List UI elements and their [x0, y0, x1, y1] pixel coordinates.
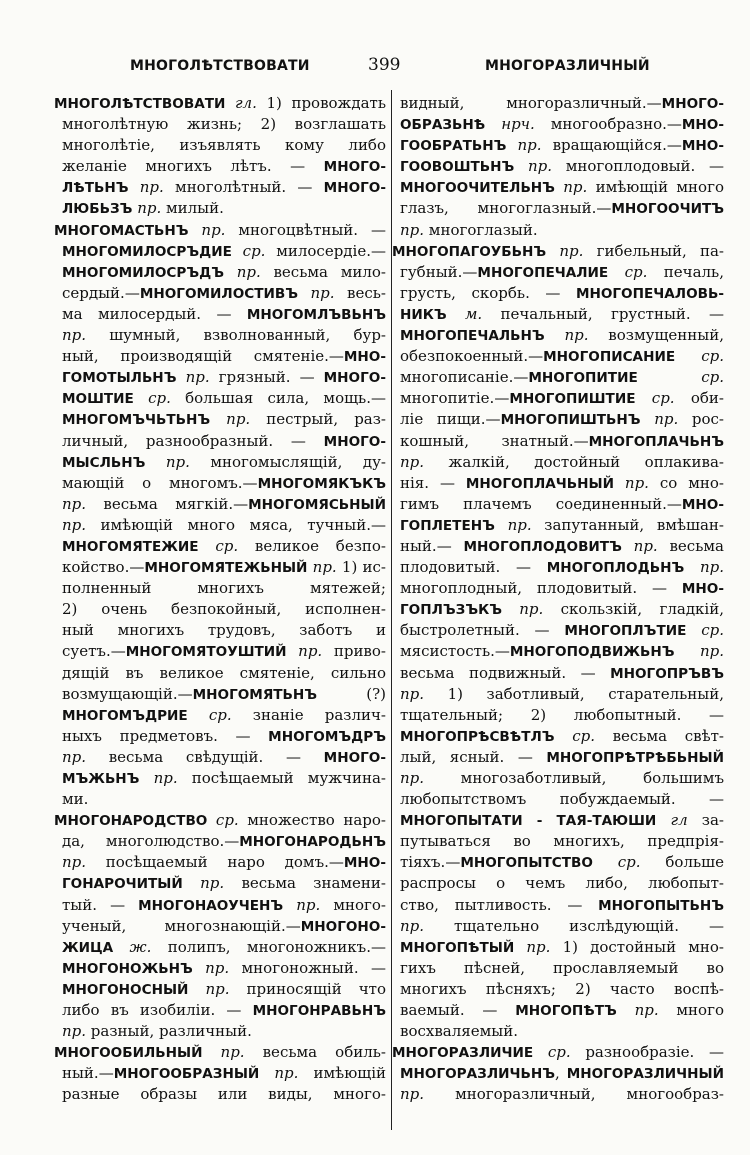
grammar-label: гл [670, 811, 688, 830]
headword: МНОГОНАРОДЬНЪ [239, 834, 386, 851]
headword: МНОГОПИСАНИЕ [543, 349, 676, 366]
grammar-label: ср. [701, 347, 724, 366]
text-line: многоплодный, плодовитый. — МНО- [400, 579, 724, 598]
grammar-label: ср. [215, 811, 239, 830]
headword: ЛЮБЬЗЪ [62, 201, 133, 218]
grammar-label: пр. [624, 473, 649, 492]
headword: МНОГОПЫТАТИ - ТАЯ-ТАЮШИ [400, 813, 657, 830]
page-number: 399 [368, 55, 401, 75]
text-line: пр. имѣющій много мяса, тучный.— [62, 515, 386, 534]
text-line: восхваляемый. [400, 1022, 518, 1041]
grammar-label: пр. [400, 452, 425, 471]
text-line: любопытствомъ побуждаемый. — [400, 790, 724, 809]
grammar-label: ср. [572, 726, 595, 745]
grammar-label: пр. [400, 220, 425, 239]
headword: МНОГОМИЛОСРЪДЪ [62, 264, 225, 281]
text-line: весьма подвижный. — МНОГОПРЪВЪ [400, 663, 724, 682]
text-line: возмущающій.—МНОГОМЯТЬНЪ (?) [62, 684, 386, 703]
headword: МНОГОПЛАЧЬНЪ [588, 433, 724, 450]
text-line: МНОГООБИЛЬНЫЙ пр. весьма обиль- [54, 1043, 386, 1062]
text-line: МНОГОНАРОДСТВО ср. множество наро- [54, 811, 386, 830]
headword: МНОГОМЪДРИЕ [62, 707, 188, 724]
headword: МНОГОМИЛОСТИВЪ [139, 285, 299, 302]
text-line: нія. — МНОГОПЛАЧЬНЫЙ пр. со мно- [400, 473, 724, 492]
text-line: ство, пытливость. — МНОГОПЫТЬНЪ [400, 895, 724, 914]
text-line: многолѣтную жизнь; 2) возглашать [62, 115, 386, 134]
headword: МНОГОПАГОУБЬНЪ [392, 243, 547, 260]
text-line: МНОГОМЪЧЬТЬНЪ пр. пестрый, раз- [62, 410, 386, 429]
grammar-label: пр. [62, 515, 87, 534]
text-line: ЖИЦА ж. полипъ, многоножникъ.— [62, 937, 386, 956]
headword: МЫСЛЬНЪ [62, 454, 146, 471]
text-line: разные образы или виды, много- [62, 1085, 386, 1104]
text-line: гимъ плачемъ соединенный.—МНО- [400, 494, 724, 513]
grammar-label: пр. [633, 536, 658, 555]
headword: МНОГОМЪДРЪ [268, 728, 386, 745]
text-line: МНОГОМИЛОСРЪДЪ пр. весьма мило- [62, 262, 386, 281]
grammar-label: пр. [62, 494, 87, 513]
headword: МНОГООЧИТЕЛЬНЪ [400, 180, 555, 197]
headword: МНОГО- [323, 159, 386, 176]
text-line: распросы о чемъ либо, любопыт- [400, 874, 724, 893]
grammar-label: пр. [62, 853, 87, 872]
grammar-label: ср. [208, 705, 232, 724]
text-line: губный.—МНОГОПЕЧАЛИЕ ср. печаль, [400, 262, 724, 281]
text-line: МЪЖЬНЪ пр. посѣщаемый мужчина- [62, 769, 386, 787]
grammar-label: пр. [699, 642, 724, 661]
headword: МНО- [681, 117, 724, 134]
headword: МНОГО- [323, 370, 386, 387]
headword: ГООБРАТЬНЪ [400, 138, 507, 155]
headword: МНОГО- [323, 749, 386, 766]
headword: МНОГОЛѢТСТВОВАТИ [54, 96, 226, 112]
grammar-label: пр. [563, 178, 588, 197]
grammar-label: гл. [234, 94, 257, 112]
headword: МОШТИЕ [62, 391, 134, 408]
text-line: гихъ пѣсней, прославляемый во [400, 958, 724, 977]
text-line: пр. разный, различный. [62, 1022, 252, 1041]
text-line: ученый, многознающій.—МНОГОНО- [62, 916, 386, 935]
text-line: лый, ясный. — МНОГОПРѢТРѢБЬНЫЙ [400, 747, 724, 766]
text-line: тый. — МНОГОНАОУЧЕНЪ пр. много- [62, 895, 386, 914]
grammar-label: ср. [547, 1043, 571, 1062]
headword: МНОГОПЛЪТИЕ [564, 623, 687, 640]
headword: МНОГОПОДВИЖЬНЪ [509, 644, 675, 661]
text-line: ГОПЛЪЗЪКЪ пр. скользкій, гладкій, [400, 600, 724, 619]
text-line: МНОГОНОЖЬНЪ пр. многоножный. — [62, 958, 386, 977]
running-head [60, 55, 700, 84]
grammar-label: пр. [220, 1043, 245, 1062]
grammar-label: ж. [129, 937, 152, 956]
headword: МНОГОПЛОДЬНЪ [546, 560, 685, 577]
text-line: желаніе многихъ лѣтъ. — МНОГО- [62, 157, 386, 176]
text-line: МНОГОПЕЧАЛЬНЪ пр. возмущенный, [400, 326, 724, 345]
grammar-label: пр. [507, 515, 532, 534]
text-line: МНОГООЧИТЕЛЬНЪ пр. имѣющій много [400, 178, 724, 197]
text-line: МНОГОМИЛОСРЪДИЕ ср. милосердіе.— [62, 241, 386, 260]
grammar-label: пр. [400, 769, 425, 787]
text-line: многолѣтіе, изъявлять кому либо [62, 136, 386, 155]
grammar-label: пр. [654, 410, 679, 429]
text-line: сердый.—МНОГОМИЛОСТИВЪ пр. весь- [62, 283, 386, 302]
headword: МНОГОПРЪВЪ [610, 665, 724, 682]
grammar-label: ср. [701, 368, 724, 387]
headword: МНОГОМАСТЬНЪ [54, 222, 189, 239]
headword: МНОГОМЯТЕЖЬНЫЙ [144, 560, 308, 577]
grammar-label: пр. [526, 937, 551, 956]
headword: МНОГОНАОУЧЕНЪ [138, 897, 284, 914]
headword: ЛѢТЬНЪ [62, 180, 129, 197]
text-line: ныхъ предметовъ. — МНОГОМЪДРЪ [62, 726, 386, 745]
grammar-label: м. [464, 304, 483, 323]
text-line: многописаніе.—МНОГОПИТИЕ ср. [400, 368, 724, 387]
text-line: МОШТИЕ ср. большая сила, мощь.— [62, 389, 386, 408]
headword: МНОГОМЯТОУШТИЙ [125, 644, 287, 661]
grammar-label: пр. [527, 157, 553, 176]
text-line: либо въ изобиліи. — МНОГОНРАВЬНЪ [62, 1001, 386, 1020]
headword: ГОМОТЫЛЬНЪ [62, 370, 177, 387]
text-line: ный.— МНОГОПЛОДОВИТЪ пр. весьма [400, 536, 724, 555]
text-line: ГОНАРОЧИТЫЙ пр. весьма знамени- [62, 874, 386, 893]
text-line: МНОГОПАГОУБЬНЪ пр. гибельный, па- [392, 241, 724, 260]
headword: МНОГОПѢТЫЙ [400, 939, 515, 956]
grammar-label: пр. [517, 136, 542, 155]
grammar-label: пр. [519, 600, 544, 619]
grammar-label: пр. [634, 1001, 659, 1020]
headword: ГОНАРОЧИТЫЙ [62, 876, 183, 893]
text-line: дящій въ великое смятеніе, сильно [62, 663, 386, 682]
running-head-left: МНОГОЛѢТСТВОВАТИ [130, 58, 310, 74]
headword: ГООВОШТЬНЪ [400, 159, 515, 176]
right-column [392, 93, 724, 1106]
text-line: НИКЪ м. печальный, грустный. — [400, 304, 724, 323]
text-line: ГООВОШТЬНЪ пр. многоплодовый. — [400, 157, 724, 176]
headword: МНОГОПЫТСТВО [460, 855, 593, 872]
text-line: мающій о многомъ.—МНОГОМЯКЪКЪ [62, 473, 386, 492]
grammar-label: пр. [296, 895, 321, 914]
text-line: путываться во многихъ, предпрія- [400, 832, 724, 851]
headword: МНОГОПИШТЬНЪ [500, 412, 641, 429]
text-line: МНОГОПѢТЫЙ пр. 1) достойный мно- [400, 937, 724, 956]
text-line: МНОГОМЯТЕЖИЕ ср. великое безпо- [62, 536, 386, 555]
text-line: да, многолюдство.—МНОГОНАРОДЬНЪ [62, 832, 386, 851]
text-line: МЫСЛЬНЪ пр. многомыслящій, ду- [62, 452, 386, 471]
grammar-label: пр. [62, 1022, 87, 1041]
text-line: ми. [62, 790, 89, 809]
text-line: МНОГОРАЗЛИЧЬНЪ, МНОГОРАЗЛИЧНЫЙ [400, 1064, 724, 1083]
headword: МНОГОМЛЪВЬНЪ [246, 306, 386, 323]
text-line: ваемый. — МНОГОПѢТЪ пр. много [400, 1001, 724, 1020]
text-line: ГОПЛЕТЕНЪ пр. запутанный, вмѣшан- [400, 515, 724, 534]
grammar-label: пр. [139, 178, 164, 197]
text-line: ный, производящій смятеніе.—МНО- [62, 347, 386, 366]
text-line: пр. весьма мягкій.—МНОГОМЯСЬНЫЙ [62, 494, 386, 513]
grammar-label: ср. [651, 389, 675, 408]
text-line: пр. шумный, взволнованный, бур- [62, 326, 386, 345]
grammar-label: пр. [564, 326, 589, 345]
text-line: МНОГОПЫТАТИ - ТАЯ-ТАЮШИ гл за- [400, 811, 724, 830]
text-line: пр. многозаботливый, большимъ [400, 769, 724, 787]
text-line: кошный, знатный.—МНОГОПЛАЧЬНЪ [400, 431, 724, 450]
grammar-label: пр. [200, 874, 225, 893]
left-column [54, 93, 386, 1106]
grammar-label: пр. [205, 958, 230, 977]
grammar-label: пр. [226, 410, 251, 429]
headword: ОБРАЗЬНѢ [400, 117, 486, 134]
headword: МНОГООБИЛЬНЫЙ [54, 1045, 203, 1062]
grammar-label: пр. [201, 220, 226, 239]
text-line: ный.—МНОГООБРАЗНЫЙ пр. имѣющій [62, 1064, 386, 1083]
text-line: быстролетный. — МНОГОПЛЪТИЕ ср. [400, 621, 724, 640]
headword: МНОГО- [323, 180, 386, 197]
grammar-label: ср. [148, 389, 171, 408]
text-line: пр. 1) заботливый, старательный, [400, 684, 724, 703]
headword: МНОГОПИШТИЕ [509, 391, 636, 408]
headword: МНО- [681, 581, 724, 598]
text-line: грусть, скорбь. — МНОГОПЕЧАЛОВЬ- [400, 283, 724, 302]
headword: МЪЖЬНЪ [62, 771, 140, 787]
headword: МНОГООЧИТЪ [611, 201, 724, 218]
headword: МНОГО- [661, 96, 724, 112]
headword: ГОПЛЪЗЪКЪ [400, 602, 502, 619]
headword: МНОГОМИЛОСРЪДИЕ [62, 243, 232, 260]
grammar-label: пр. [236, 262, 261, 281]
text-line: МНОГОНОСНЫЙ пр. приносящій что [62, 979, 386, 998]
grammar-label: ср. [242, 241, 266, 260]
grammar-label: пр. [137, 199, 162, 218]
text-line: пр. многоглазый. [400, 220, 538, 239]
text-line: личный, разнообразный. — МНОГО- [62, 431, 386, 450]
grammar-label: ср. [215, 536, 239, 555]
text-line: МНОГОМАСТЬНЪ пр. многоцвѣтный. — [54, 220, 386, 239]
headword: МНОГОРАЗЛИЧЬНЪ [400, 1066, 555, 1083]
headword: МНОГОПЫТЬНЪ [598, 897, 724, 914]
headword: МНОГОПЛОДОВИТЪ [463, 538, 622, 555]
grammar-label: пр. [699, 558, 724, 577]
headword: МНОГОМЯСЬНЫЙ [248, 496, 386, 513]
grammar-label: ср. [617, 853, 641, 872]
headword: МНОГОНОСНЫЙ [62, 981, 189, 998]
grammar-label: пр. [312, 558, 337, 577]
text-line: полненный многихъ мятежей; [62, 579, 386, 598]
running-head-right: МНОГОРАЗЛИЧНЫЙ [485, 58, 650, 74]
grammar-label: пр. [400, 684, 425, 703]
headword: МНОГОПИТИЕ [528, 370, 638, 387]
headword: МНОГОПЕЧАЛИЕ [477, 264, 609, 281]
text-line: МНОГОПРѢСВѢТЛЪ ср. весьма свѣт- [400, 726, 724, 745]
text-line: ліе пищи.—МНОГОПИШТЬНЪ пр. рос- [400, 410, 724, 429]
headword: МНОГО- [323, 433, 386, 450]
headword: МНОГОПѢТЪ [515, 1003, 617, 1020]
text-line: видный, многоразличный.—МНОГО- [400, 94, 724, 112]
headword: МНОГОПЕЧАЛОВЬ- [575, 285, 724, 302]
grammar-label: пр. [274, 1064, 299, 1083]
headword: МНОГОПЛАЧЬНЫЙ [465, 475, 614, 492]
text-line: МНОГОМЪДРИЕ ср. знаніе различ- [62, 705, 386, 724]
headword: НИКЪ [400, 306, 447, 323]
grammar-label: пр. [400, 916, 425, 935]
text-line: пр. посѣщаемый наро домъ.—МНО- [62, 853, 386, 872]
headword: ГОПЛЕТЕНЪ [400, 517, 495, 534]
headword: МНО- [681, 138, 724, 155]
text-line: МНОГОРАЗЛИЧИЕ ср. разнообразіе. — [392, 1043, 724, 1062]
grammar-label: пр. [165, 452, 190, 471]
grammar-label: пр. [62, 326, 87, 345]
headword: МНОГОРАЗЛИЧНЫЙ [566, 1066, 724, 1083]
grammar-label: ср. [701, 621, 724, 640]
text-line: суетъ.—МНОГОМЯТОУШТИЙ пр. приво- [62, 642, 386, 661]
headword: МНОГОМЪЧЬТЬНЪ [62, 412, 211, 429]
text-line: МНОГОЛѢТСТВОВАТИ гл. 1) провождать [54, 94, 386, 112]
headword: МНОГОНОЖЬНЪ [62, 960, 193, 977]
text-line: многихъ пѣсняхъ; 2) часто воспѣ- [400, 979, 724, 998]
headword: МНОГОПРѢТРѢБЬНЫЙ [546, 749, 724, 766]
text-line: тіяхъ.—МНОГОПЫТСТВО ср. больше [400, 853, 724, 872]
text-line: ма милосердый. — МНОГОМЛЪВЬНЪ [62, 304, 386, 323]
text-line: мясистость.—МНОГОПОДВИЖЬНЪ пр. [400, 642, 724, 661]
text-line: глазъ, многоглазный.—МНОГООЧИТЪ [400, 199, 724, 218]
grammar-label: пр. [62, 747, 87, 766]
text-line: ЛЮБЬЗЪ пр. милый. [62, 199, 224, 218]
headword: МНОГОМЯТЕЖИЕ [62, 538, 199, 555]
text-line: ЛѢТЬНЪ пр. многолѣтный. — МНОГО- [62, 178, 386, 197]
text-line: пр. жалкій, достойный оплакива- [400, 452, 724, 471]
headword: ЖИЦА [62, 939, 114, 956]
headword: МНОГОМЯТЬНЪ [192, 686, 318, 703]
headword: МНОГОПРѢСВѢТЛЪ [400, 728, 555, 745]
text-line: ГОМОТЫЛЬНЪ пр. грязный. — МНОГО- [62, 368, 386, 387]
grammar-label: пр. [310, 283, 335, 302]
headword: МНОГОМЯКЪКЪ [257, 475, 386, 492]
text-line: ный многихъ трудовъ, заботъ и [62, 621, 386, 640]
text-line: пр. весьма свѣдущій. — МНОГО- [62, 747, 386, 766]
headword: МНОГООБРАЗНЫЙ [113, 1066, 260, 1083]
text-line: 2) очень безпокойный, исполнен- [62, 600, 386, 619]
text-line: ОБРАЗЬНѢ нрч. многообразно.—МНО- [400, 115, 724, 134]
text-line: плодовитый. — МНОГОПЛОДЬНЪ пр. [400, 558, 724, 577]
grammar-label: пр. [185, 368, 210, 387]
headword: МНОГОРАЗЛИЧИЕ [392, 1045, 534, 1062]
headword: МНОГОНО- [300, 918, 386, 935]
headword: МНОГОНАРОДСТВО [54, 813, 208, 830]
grammar-label: пр. [559, 241, 584, 260]
headword: МНОГОНРАВЬНЪ [252, 1003, 386, 1020]
text-line: многопитіе.—МНОГОПИШТИЕ ср. оби- [400, 389, 724, 408]
text-line: ГООБРАТЬНЪ пр. вращающійся.—МНО- [400, 136, 724, 155]
headword: МНО- [681, 496, 724, 513]
grammar-label: пр. [205, 979, 230, 998]
text-line: койство.—МНОГОМЯТЕЖЬНЫЙ пр. 1) ис- [62, 558, 386, 577]
text-line: пр. многоразличный, многообраз- [400, 1085, 724, 1104]
grammar-label: пр. [153, 769, 178, 787]
grammar-label: пр. [400, 1085, 425, 1104]
text-line: обезпокоенный.—МНОГОПИСАНИЕ ср. [400, 347, 724, 366]
headword: МНОГОПЕЧАЛЬНЪ [400, 328, 545, 345]
grammar-label: нрч. [501, 115, 535, 134]
text-line: тщательный; 2) любопытный. — [400, 705, 724, 724]
grammar-label: ср. [624, 262, 648, 281]
grammar-label: пр. [298, 642, 323, 661]
headword: МНО- [343, 855, 386, 872]
text-line: пр. тщательно изслѣдующій. — [400, 916, 724, 935]
headword: МНО- [343, 349, 386, 366]
